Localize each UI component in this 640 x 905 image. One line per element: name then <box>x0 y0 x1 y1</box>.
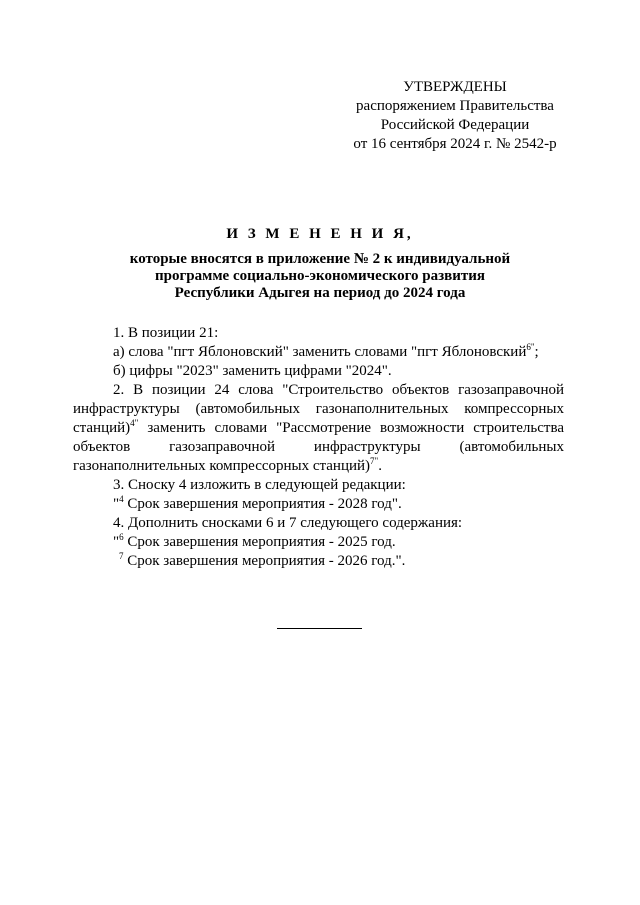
approval-date-number: от 16 сентября 2024 г. № 2542-р <box>353 136 557 152</box>
footnote-mark: 6 <box>119 532 124 542</box>
footnote-mark: 4" <box>130 418 139 428</box>
paragraph-text: Срок завершения мероприятия - 2026 год.". <box>123 553 406 569</box>
paragraph-2 <box>73 381 564 476</box>
footnote-mark: 7" <box>370 456 379 466</box>
paragraph-text: Срок завершения мероприятия - 2025 год. <box>123 534 396 550</box>
paragraph-4-footnote-7 <box>73 552 564 571</box>
title-line: которые вносятся в приложение № 2 к индивидуальной <box>129 251 511 267</box>
paragraph-text: ; <box>534 344 539 360</box>
footnote-mark: 4 <box>119 494 124 504</box>
paragraph-text: " <box>113 496 120 512</box>
paragraph-text: . <box>378 458 382 474</box>
document-body <box>73 324 564 571</box>
paragraph-4: 4. Дополнить сносками 6 и 7 следующего содержания: <box>113 515 463 531</box>
document-title <box>60 226 580 302</box>
paragraph-text: 2. В позиции 24 слова "Строительство объектов газозаправочной инфраструктуры (автомобильных газонаполнительных компрессорных станций) <box>73 382 564 436</box>
paragraph-1a <box>73 343 564 362</box>
paragraph-1b: б) цифры "2023" заменить цифрами "2024". <box>113 363 392 379</box>
paragraph-text: Срок завершения мероприятия - 2028 год". <box>123 496 402 512</box>
paragraph-text: заменить словами "Рассмотрение возможности строительства объектов газозаправочной инфраструктуры (автомобильных газонаполнительных компрессорных станций) <box>73 420 564 474</box>
paragraph-text: " <box>113 534 120 550</box>
closing-divider <box>277 628 362 629</box>
paragraph-4-footnote-6 <box>73 533 564 552</box>
approval-line: Российской Федерации <box>380 117 530 133</box>
approval-line: распоряжением Правительства <box>356 98 554 114</box>
paragraph-3-quote <box>73 495 564 514</box>
approval-block <box>340 78 570 154</box>
title-heading: И З М Е Н Е Н И Я, <box>226 226 414 242</box>
paragraph-1: 1. В позиции 21: <box>113 325 219 341</box>
paragraph-3: 3. Сноску 4 изложить в следующей редакции: <box>113 477 406 493</box>
footnote-mark: 6" <box>526 342 535 352</box>
approval-heading: УТВЕРЖДЕНЫ <box>403 79 507 95</box>
footnote-mark: 7 <box>119 551 124 561</box>
title-line: программе социально-экономического развития <box>154 268 485 284</box>
title-line: Республики Адыгея на период до 2024 года <box>174 285 466 301</box>
paragraph-text: а) слова "пгт Яблоновский" заменить словами "пгт Яблоновский <box>113 344 527 360</box>
